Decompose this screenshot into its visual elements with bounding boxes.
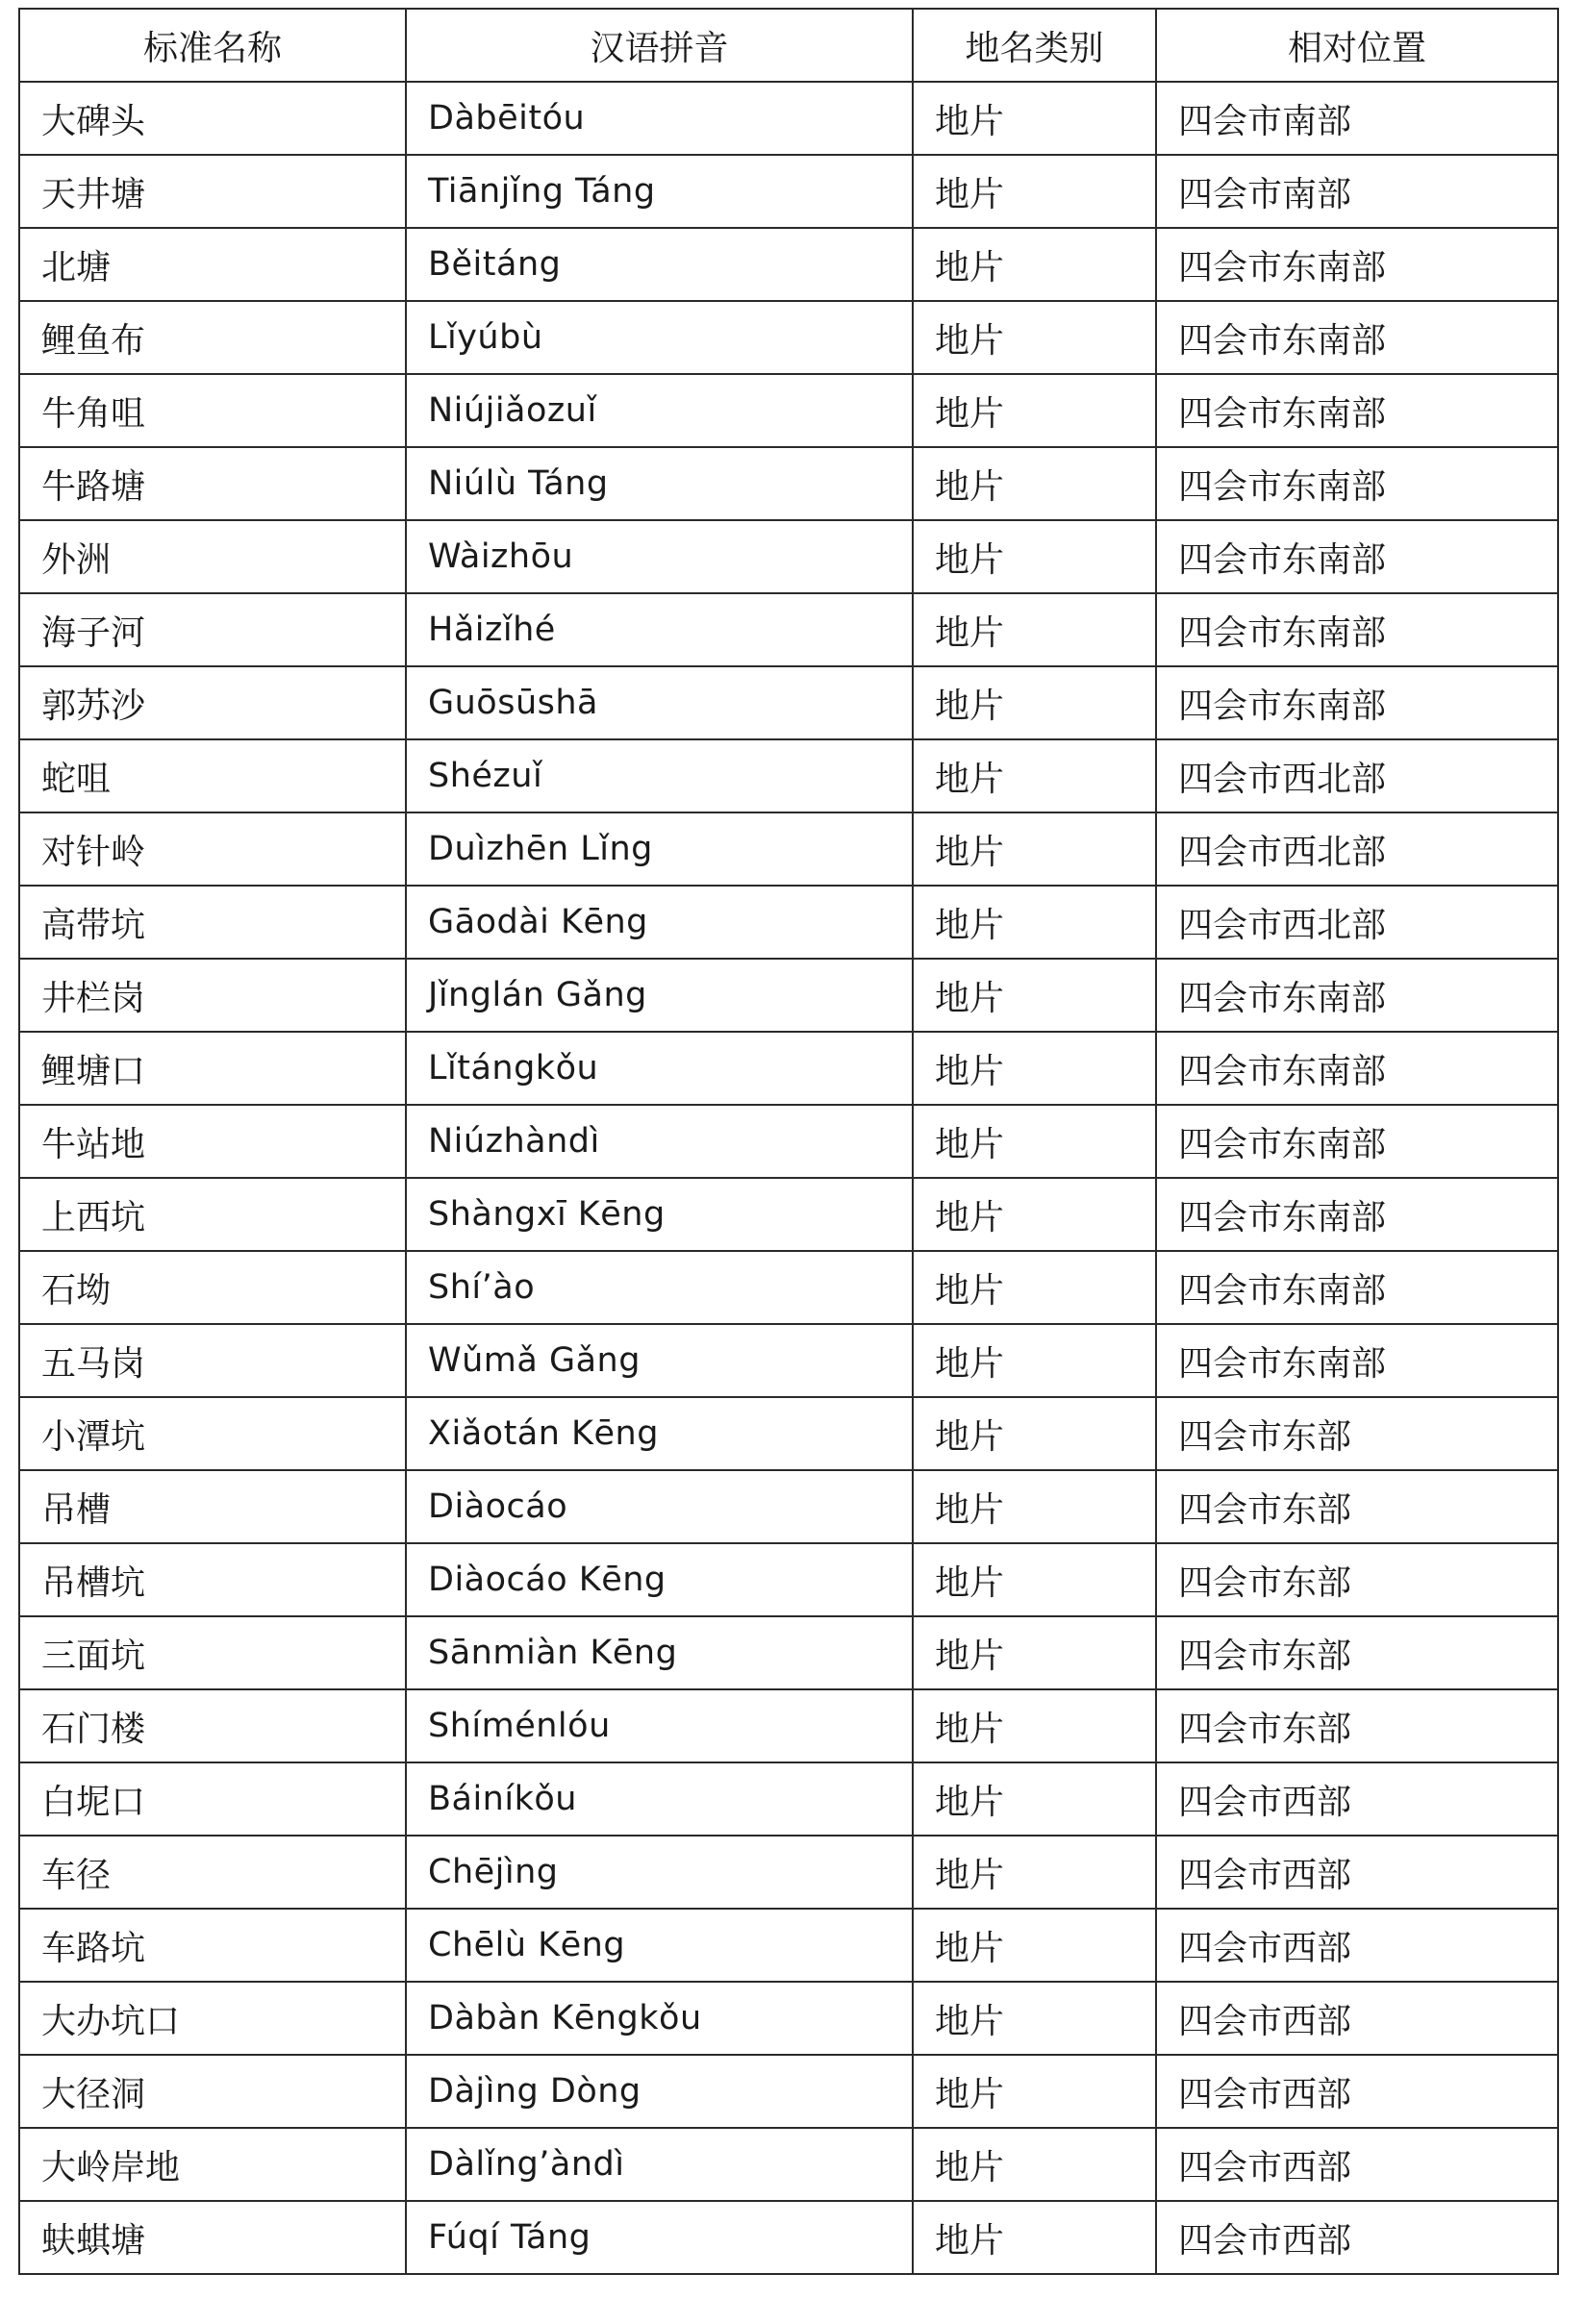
cell-pinyin: Shàngxī Kēng [406, 1178, 913, 1251]
cell-relative-position: 四会市东南部 [1156, 959, 1558, 1032]
cell-pinyin: Tiānjǐng Táng [406, 155, 913, 228]
cell-pinyin: Dàbàn Kēngkǒu [406, 1982, 913, 2055]
header-pinyin: 汉语拼音 [406, 9, 913, 82]
cell-standard-name: 高带坑 [19, 886, 406, 959]
table-row [19, 228, 1558, 301]
cell-relative-position: 四会市东部 [1156, 1543, 1558, 1616]
cell-category: 地片 [913, 1982, 1156, 2055]
cell-relative-position: 四会市东部 [1156, 1397, 1558, 1470]
table-row [19, 1397, 1558, 1470]
cell-category: 地片 [913, 228, 1156, 301]
cell-pinyin: Gāodài Kēng [406, 886, 913, 959]
cell-pinyin: Chēlù Kēng [406, 1909, 913, 1982]
cell-standard-name: 三面坑 [19, 1616, 406, 1689]
table-row [19, 155, 1558, 228]
cell-standard-name: 井栏岗 [19, 959, 406, 1032]
cell-pinyin: Lǐyúbù [406, 301, 913, 374]
cell-category: 地片 [913, 2201, 1156, 2274]
cell-relative-position: 四会市东南部 [1156, 520, 1558, 593]
cell-relative-position: 四会市东南部 [1156, 1324, 1558, 1397]
table-row [19, 1689, 1558, 1762]
cell-relative-position: 四会市东南部 [1156, 1105, 1558, 1178]
cell-standard-name: 对针岭 [19, 812, 406, 886]
table-row [19, 812, 1558, 886]
cell-relative-position: 四会市西部 [1156, 2055, 1558, 2128]
cell-standard-name: 五马岗 [19, 1324, 406, 1397]
cell-category: 地片 [913, 1032, 1156, 1105]
cell-pinyin: Shí’ào [406, 1251, 913, 1324]
cell-standard-name: 石坳 [19, 1251, 406, 1324]
cell-standard-name: 鲤塘口 [19, 1032, 406, 1105]
table-row [19, 1616, 1558, 1689]
table-row [19, 447, 1558, 520]
cell-pinyin: Dàbēitóu [406, 82, 913, 155]
cell-category: 地片 [913, 155, 1156, 228]
table-row [19, 82, 1558, 155]
table-row [19, 1178, 1558, 1251]
cell-standard-name: 大岭岸地 [19, 2128, 406, 2201]
cell-relative-position: 四会市西北部 [1156, 812, 1558, 886]
table-row [19, 2128, 1558, 2201]
table-row [19, 666, 1558, 739]
cell-pinyin: Jǐnglán Gǎng [406, 959, 913, 1032]
cell-category: 地片 [913, 886, 1156, 959]
table-row [19, 301, 1558, 374]
cell-pinyin: Dàlǐng’àndì [406, 2128, 913, 2201]
cell-relative-position: 四会市东南部 [1156, 1032, 1558, 1105]
cell-category: 地片 [913, 1836, 1156, 1909]
cell-relative-position: 四会市东部 [1156, 1616, 1558, 1689]
cell-standard-name: 蛇咀 [19, 739, 406, 812]
header-standard-name: 标准名称 [19, 9, 406, 82]
cell-pinyin: Diàocáo [406, 1470, 913, 1543]
table-row [19, 1105, 1558, 1178]
cell-standard-name: 牛角咀 [19, 374, 406, 447]
cell-category: 地片 [913, 1324, 1156, 1397]
cell-standard-name: 牛站地 [19, 1105, 406, 1178]
cell-category: 地片 [913, 593, 1156, 666]
cell-relative-position: 四会市东部 [1156, 1689, 1558, 1762]
place-name-table-container [18, 8, 1557, 2275]
cell-category: 地片 [913, 301, 1156, 374]
table-row [19, 593, 1558, 666]
cell-pinyin: Báiníkǒu [406, 1762, 913, 1836]
header-category: 地名类别 [913, 9, 1156, 82]
cell-pinyin: Xiǎotán Kēng [406, 1397, 913, 1470]
table-row [19, 1470, 1558, 1543]
cell-category: 地片 [913, 2055, 1156, 2128]
table-row [19, 1836, 1558, 1909]
cell-category: 地片 [913, 1616, 1156, 1689]
cell-relative-position: 四会市西部 [1156, 2128, 1558, 2201]
cell-pinyin: Hǎizǐhé [406, 593, 913, 666]
table-row [19, 1324, 1558, 1397]
cell-relative-position: 四会市西北部 [1156, 739, 1558, 812]
cell-standard-name: 蚨蜞塘 [19, 2201, 406, 2274]
cell-pinyin: Wàizhōu [406, 520, 913, 593]
cell-relative-position: 四会市东南部 [1156, 666, 1558, 739]
cell-pinyin: Fúqí Táng [406, 2201, 913, 2274]
cell-category: 地片 [913, 812, 1156, 886]
table-row [19, 739, 1558, 812]
cell-relative-position: 四会市西部 [1156, 2201, 1558, 2274]
cell-relative-position: 四会市南部 [1156, 155, 1558, 228]
cell-relative-position: 四会市西部 [1156, 1982, 1558, 2055]
table-row [19, 1762, 1558, 1836]
cell-standard-name: 牛路塘 [19, 447, 406, 520]
cell-category: 地片 [913, 739, 1156, 812]
cell-pinyin: Niúlù Táng [406, 447, 913, 520]
cell-standard-name: 郭苏沙 [19, 666, 406, 739]
cell-relative-position: 四会市东南部 [1156, 1178, 1558, 1251]
cell-pinyin: Běitáng [406, 228, 913, 301]
cell-relative-position: 四会市西部 [1156, 1762, 1558, 1836]
cell-standard-name: 大办坑口 [19, 1982, 406, 2055]
cell-standard-name: 小潭坑 [19, 1397, 406, 1470]
cell-category: 地片 [913, 82, 1156, 155]
cell-pinyin: Sānmiàn Kēng [406, 1616, 913, 1689]
table-row [19, 886, 1558, 959]
cell-pinyin: Guōsūshā [406, 666, 913, 739]
cell-category: 地片 [913, 1251, 1156, 1324]
cell-pinyin: Duìzhēn Lǐng [406, 812, 913, 886]
cell-standard-name: 外洲 [19, 520, 406, 593]
cell-relative-position: 四会市东南部 [1156, 228, 1558, 301]
cell-category: 地片 [913, 1543, 1156, 1616]
cell-standard-name: 鲤鱼布 [19, 301, 406, 374]
cell-category: 地片 [913, 666, 1156, 739]
cell-pinyin: Chējìng [406, 1836, 913, 1909]
cell-category: 地片 [913, 374, 1156, 447]
cell-standard-name: 白坭口 [19, 1762, 406, 1836]
cell-category: 地片 [913, 1178, 1156, 1251]
cell-standard-name: 石门楼 [19, 1689, 406, 1762]
cell-relative-position: 四会市西北部 [1156, 886, 1558, 959]
cell-pinyin: Wǔmǎ Gǎng [406, 1324, 913, 1397]
table-row [19, 959, 1558, 1032]
cell-pinyin: Lǐtángkǒu [406, 1032, 913, 1105]
cell-pinyin: Niúzhàndì [406, 1105, 913, 1178]
table-row [19, 1909, 1558, 1982]
cell-relative-position: 四会市东南部 [1156, 301, 1558, 374]
cell-standard-name: 海子河 [19, 593, 406, 666]
cell-category: 地片 [913, 1105, 1156, 1178]
cell-standard-name: 天井塘 [19, 155, 406, 228]
cell-category: 地片 [913, 959, 1156, 1032]
cell-relative-position: 四会市东南部 [1156, 374, 1558, 447]
table-header-row [19, 9, 1558, 82]
table-row [19, 1251, 1558, 1324]
cell-pinyin: Dàjìng Dòng [406, 2055, 913, 2128]
table-body [19, 82, 1558, 2274]
cell-standard-name: 上西坑 [19, 1178, 406, 1251]
cell-relative-position: 四会市南部 [1156, 82, 1558, 155]
cell-pinyin: Shíménlóu [406, 1689, 913, 1762]
cell-relative-position: 四会市东南部 [1156, 447, 1558, 520]
cell-relative-position: 四会市东部 [1156, 1470, 1558, 1543]
cell-relative-position: 四会市西部 [1156, 1909, 1558, 1982]
cell-standard-name: 吊槽 [19, 1470, 406, 1543]
place-name-table [18, 8, 1559, 2275]
cell-category: 地片 [913, 520, 1156, 593]
cell-pinyin: Diàocáo Kēng [406, 1543, 913, 1616]
cell-relative-position: 四会市东南部 [1156, 593, 1558, 666]
table-row [19, 1543, 1558, 1616]
cell-relative-position: 四会市东南部 [1156, 1251, 1558, 1324]
cell-standard-name: 车径 [19, 1836, 406, 1909]
cell-standard-name: 吊槽坑 [19, 1543, 406, 1616]
cell-category: 地片 [913, 1762, 1156, 1836]
cell-pinyin: Niújiǎozuǐ [406, 374, 913, 447]
cell-category: 地片 [913, 447, 1156, 520]
cell-category: 地片 [913, 2128, 1156, 2201]
cell-standard-name: 北塘 [19, 228, 406, 301]
cell-category: 地片 [913, 1909, 1156, 1982]
table-row [19, 520, 1558, 593]
cell-relative-position: 四会市西部 [1156, 1836, 1558, 1909]
table-row [19, 2055, 1558, 2128]
table-row [19, 1032, 1558, 1105]
cell-category: 地片 [913, 1689, 1156, 1762]
table-row [19, 374, 1558, 447]
cell-standard-name: 大碑头 [19, 82, 406, 155]
table-row [19, 1982, 1558, 2055]
header-relative-position: 相对位置 [1156, 9, 1558, 82]
cell-standard-name: 车路坑 [19, 1909, 406, 1982]
table-row [19, 2201, 1558, 2274]
cell-category: 地片 [913, 1397, 1156, 1470]
cell-standard-name: 大径洞 [19, 2055, 406, 2128]
cell-category: 地片 [913, 1470, 1156, 1543]
cell-pinyin: Shézuǐ [406, 739, 913, 812]
